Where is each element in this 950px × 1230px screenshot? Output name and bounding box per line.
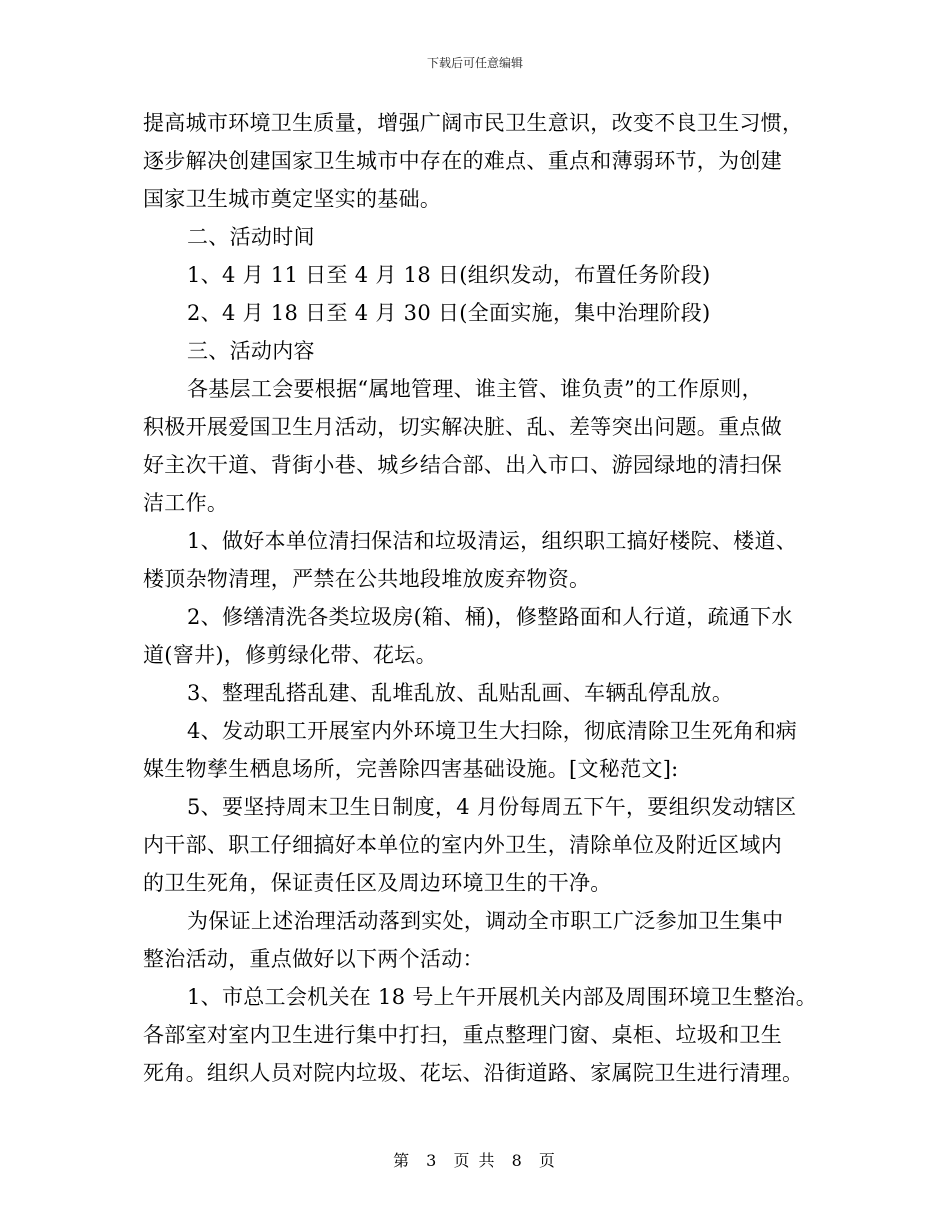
text-line: 楼顶杂物清理，严禁在公共地段堆放废弃物资。 bbox=[143, 567, 591, 591]
text-line: 2、4 月 18 日至 4 月 30 日(全面实施，集中治理阶段) bbox=[187, 301, 711, 325]
text-line: 国家卫生城市奠定坚实的基础。 bbox=[143, 187, 442, 211]
text-line: 3、整理乱搭乱建、乱堆乱放、乱贴乱画、车辆乱停乱放。 bbox=[187, 681, 734, 705]
text-line: 好主次干道、背街小巷、城乡结合部、出入市口、游园绿地的清扫保 bbox=[143, 453, 782, 477]
text-line: 5、要坚持周末卫生日制度，4 月份每周五下午，要组织发动辖区 bbox=[187, 795, 797, 819]
page-number: 3 bbox=[426, 1151, 439, 1170]
text-line: 2、修缮清洗各类垃圾房(箱、桶)，修整路面和人行道，疏通下水 bbox=[187, 605, 793, 629]
text-line: 为保证上述治理活动落到实处，调动全市职工广泛参加卫生集中 bbox=[187, 909, 784, 933]
text-line: 媒生物孳生栖息场所，完善除四害基础设施。[文秘范文]: bbox=[143, 757, 679, 781]
text-line: 三、活动内容 bbox=[187, 339, 315, 363]
text-line: 二、活动时间 bbox=[187, 225, 315, 249]
text-line: 死角。组织人员对院内垃圾、花坛、沿街道路、家属院卫生进行清理。 bbox=[143, 1061, 804, 1085]
footer-middle: 页 共 bbox=[453, 1151, 497, 1170]
text-line: 各基层工会要根据“属地管理、谁主管、谁负责”的工作原则， bbox=[187, 377, 763, 401]
document-body bbox=[143, 104, 823, 1092]
text-line: 内干部、职工仔细搞好本单位的室内外卫生，清除单位及附近区域内 bbox=[143, 833, 782, 857]
text-line: 逐步解决创建国家卫生城市中存在的难点、重点和薄弱环节，为创建 bbox=[143, 149, 782, 173]
text-line: 洁工作。 bbox=[143, 491, 229, 515]
text-line: 道(窨井)，修剪绿化带、花坛。 bbox=[143, 643, 437, 667]
text-line: 的卫生死角，保证责任区及周边环境卫生的干净。 bbox=[143, 871, 612, 895]
text-line: 整治活动，重点做好以下两个活动： bbox=[143, 947, 484, 971]
footer-suffix: 页 bbox=[538, 1151, 557, 1170]
text-line: 4、发动职工开展室内外环境卫生大扫除，彻底清除卫生死角和病 bbox=[187, 719, 798, 743]
total-pages: 8 bbox=[511, 1151, 524, 1170]
text-line: 1、做好本单位清扫保洁和垃圾清运，组织职工搞好楼院、楼道、 bbox=[187, 529, 798, 553]
text-line: 各部室对室内卫生进行集中打扫，重点整理门窗、桌柜、垃圾和卫生 bbox=[143, 1023, 782, 1047]
text-line: 积极开展爱国卫生月活动，切实解决脏、乱、差等突出问题。重点做 bbox=[143, 415, 782, 439]
footer-prefix: 第 bbox=[393, 1151, 412, 1170]
page-footer bbox=[0, 1148, 950, 1171]
text-line: 1、市总工会机关在 18 号上午开展机关内部及周围环境卫生整治。 bbox=[187, 985, 818, 1009]
page-header: 下载后可任意编辑 bbox=[426, 56, 523, 70]
text-line: 提高城市环境卫生质量，增强广阔市民卫生意识，改变不良卫生习惯， bbox=[143, 111, 804, 135]
text-line: 1、4 月 11 日至 4 月 18 日(组织发动，布置任务阶段) bbox=[187, 263, 711, 287]
